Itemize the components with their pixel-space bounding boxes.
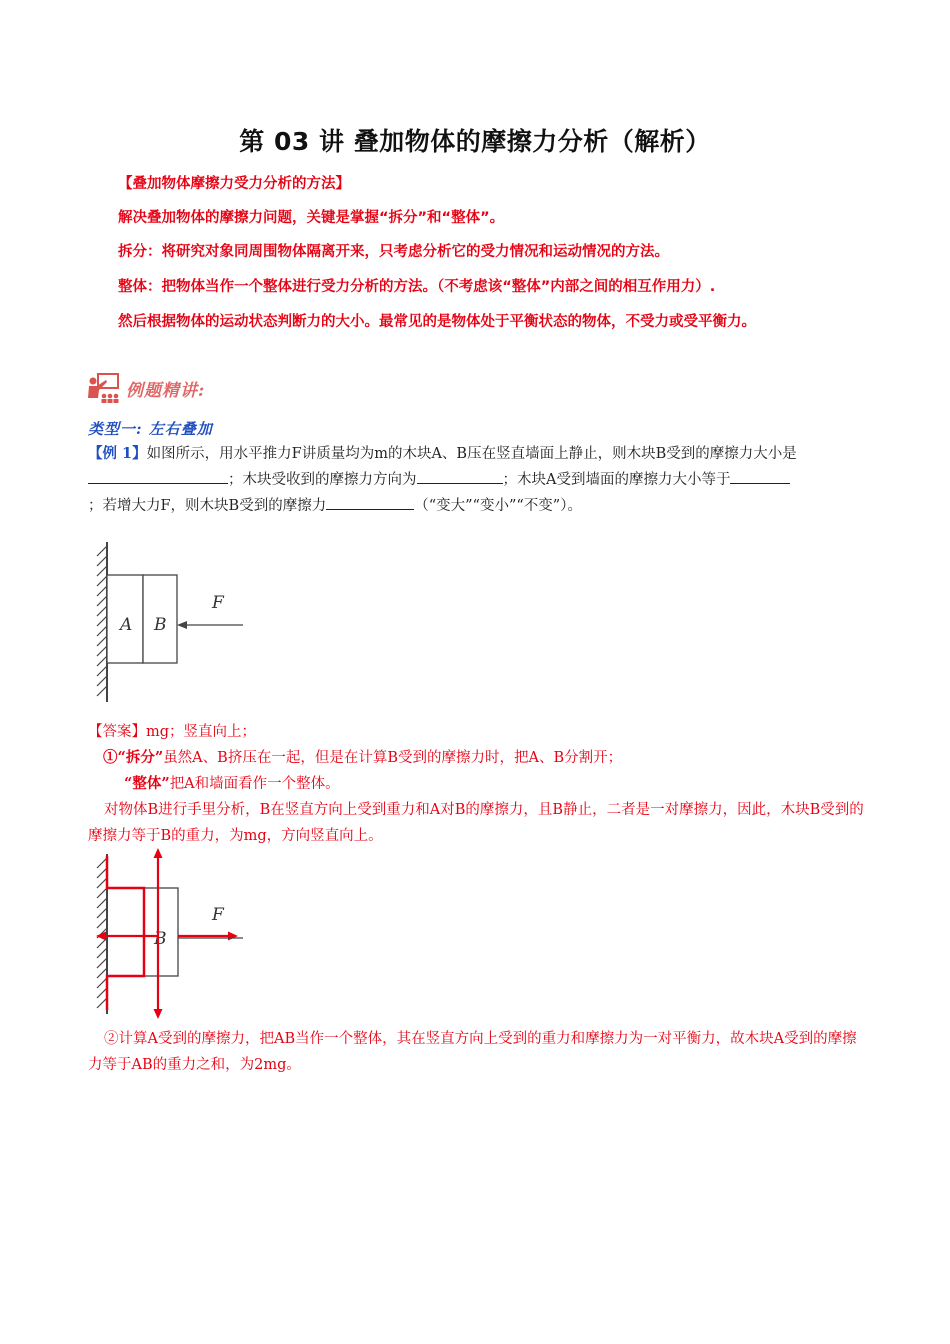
blank-2 bbox=[417, 467, 503, 484]
section-header bbox=[86, 372, 205, 404]
method-line-2: 拆分：将研究对象同周围物体隔离开来，只考虑分析它的受力情况和运动情况的方法。 bbox=[118, 244, 669, 260]
teacher-icon bbox=[86, 372, 120, 404]
method-heading: 【叠加物体摩擦力受力分析的方法】 bbox=[118, 176, 350, 192]
step1-text: 虽然A、B挤压在一起，但是在计算B受到的摩擦力时，把A、B分割开； bbox=[163, 750, 623, 766]
step1-label: ①“拆分” bbox=[103, 749, 164, 766]
example-tag: 【例 1】 bbox=[88, 445, 147, 462]
label-f-2: F bbox=[212, 905, 224, 925]
section-title: 例题精讲: bbox=[126, 380, 206, 401]
step1b-label: “整体” bbox=[124, 775, 170, 792]
type-title: 类型一: 左右叠加 bbox=[88, 420, 213, 438]
step1b-text: 把A和墙面看作一个整体。 bbox=[169, 776, 340, 792]
example-1 bbox=[88, 441, 864, 519]
example-text-1: 如图所示，用水平推力F讲质量均为m的木块A、B压在竖直墙面上静止，则木块B受到的摩擦力大小是 bbox=[146, 446, 797, 462]
example-text-3: ；木块A受到墙面的摩擦力大小等于 bbox=[502, 472, 731, 488]
figure-2-diagram bbox=[86, 848, 256, 1020]
answer-step-1b bbox=[124, 771, 864, 797]
label-b: B bbox=[154, 615, 167, 635]
answer-step-1 bbox=[103, 745, 863, 771]
page-title: 第 03 讲 叠加物体的摩擦力分析（解析） bbox=[239, 127, 711, 156]
blank-4 bbox=[326, 493, 414, 510]
example-text-2: ；木块受收到的摩擦力方向为 bbox=[228, 472, 417, 488]
figure-1-diagram bbox=[86, 538, 256, 706]
method-line-3: 整体：把物体当作一个整体进行受力分析的方法。（不考虑该“整体”内部之间的相互作用力）. bbox=[118, 279, 716, 295]
answer-analysis: 对物体B进行手里分析，B在竖直方向上受到重力和A对B的摩擦力，且B静止，二者是一对摩擦力，因此，木块B受到的摩擦力等于B的重力，为mg，方向竖直向上。 bbox=[88, 802, 864, 844]
answer-value: mg；竖直向上； bbox=[146, 724, 257, 740]
example-text-5: （“变大”“变小”“不变”）。 bbox=[414, 498, 582, 514]
whole-a-wall-outline bbox=[107, 856, 144, 1010]
answer-tag: 【答案】 bbox=[88, 724, 146, 740]
label-b-2: B bbox=[154, 929, 167, 949]
method-line-4: 然后根据物体的运动状态判断力的大小。最常见的是物体处于平衡状态的物体，不受力或受平衡力。 bbox=[118, 314, 756, 330]
label-a: A bbox=[120, 615, 133, 635]
answer-line bbox=[88, 719, 864, 745]
label-f: F bbox=[212, 593, 224, 613]
answer-step-2: ②计算A受到的摩擦力，把AB当作一个整体，其在竖直方向上受到的重力和摩擦力为一对平衡力，故木块A受到的摩擦力等于AB的重力之和，为2mg。 bbox=[88, 1031, 857, 1073]
example-text-4: ；若增大力F，则木块B受到的摩擦力 bbox=[88, 498, 327, 514]
method-line-1: 解决叠加物体的摩擦力问题，关键是掌握“拆分”和“整体”。 bbox=[118, 210, 505, 226]
blank-3 bbox=[730, 467, 790, 484]
blank-1 bbox=[88, 467, 228, 484]
